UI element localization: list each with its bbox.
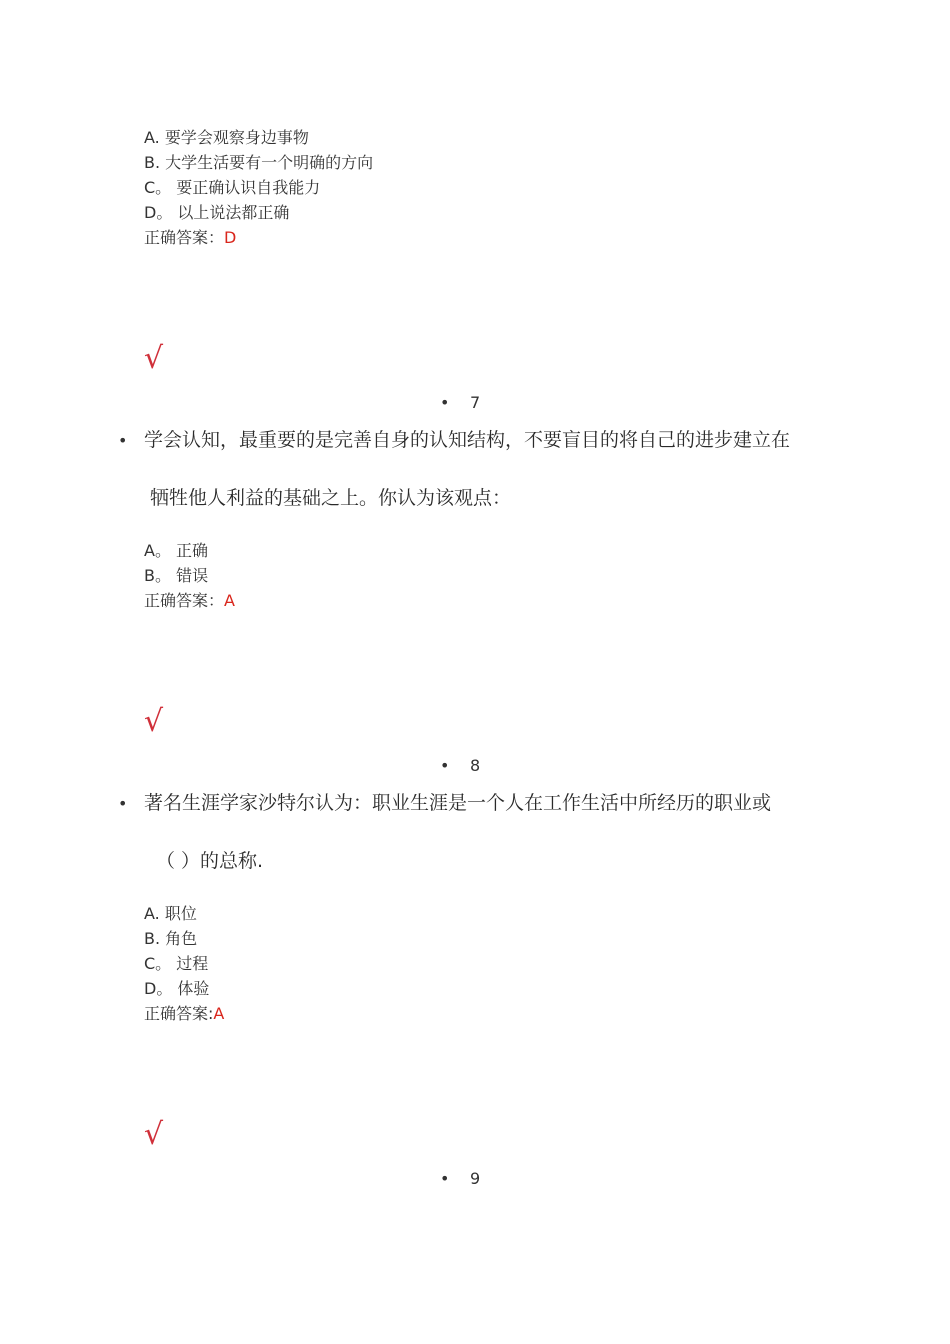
answer-value: D	[224, 228, 237, 247]
answer-label: 正确答案：	[144, 228, 225, 247]
answer-value: A	[224, 591, 235, 610]
option-a: A. 职位	[144, 904, 197, 923]
number-bullet: •	[440, 1169, 450, 1188]
correct-answer	[144, 1004, 224, 1024]
question-bullet: •	[118, 794, 128, 813]
checkmark-icon: √	[144, 341, 164, 376]
option-b: B. 角色	[144, 929, 198, 948]
number-value: 7	[470, 393, 481, 412]
question-text-line1: 著名生涯学家沙特尔认为：职业生涯是一个人在工作生活中所经历的职业或	[144, 792, 772, 814]
option-d: D。 体验	[144, 979, 210, 998]
option-b: B。 错误	[144, 566, 209, 585]
option-b: B. 大学生活要有一个明确的方向	[144, 153, 374, 172]
answer-label: 正确答案：	[144, 591, 225, 610]
question-text-line2: 牺牲他人利益的基础之上。你认为该观点：	[150, 487, 512, 509]
checkmark-icon: √	[144, 704, 164, 739]
question-text-line2: （ ）的总称.	[156, 850, 264, 872]
option-c: C。 过程	[144, 954, 209, 973]
question-number-8	[440, 756, 480, 776]
number-bullet: •	[440, 756, 450, 775]
option-d: D。 以上说法都正确	[144, 203, 290, 222]
option-a: A. 要学会观察身边事物	[144, 128, 309, 147]
question-number-7	[440, 393, 480, 413]
question-number-9	[440, 1169, 480, 1189]
option-a: A。 正确	[144, 541, 209, 560]
number-value: 9	[470, 1169, 481, 1188]
option-c: C。 要正确认识自我能力	[144, 178, 321, 197]
question-text-line1: 学会认知，最重要的是完善自身的认知结构，不要盲目的将自己的进步建立在	[144, 429, 791, 451]
checkmark-icon: √	[144, 1117, 164, 1152]
correct-answer	[144, 228, 236, 248]
number-value: 8	[470, 756, 481, 775]
number-bullet: •	[440, 393, 450, 412]
answer-label: 正确答案:	[144, 1004, 214, 1023]
correct-answer	[144, 591, 235, 611]
answer-value: A	[213, 1004, 225, 1023]
question-bullet: •	[118, 431, 128, 450]
